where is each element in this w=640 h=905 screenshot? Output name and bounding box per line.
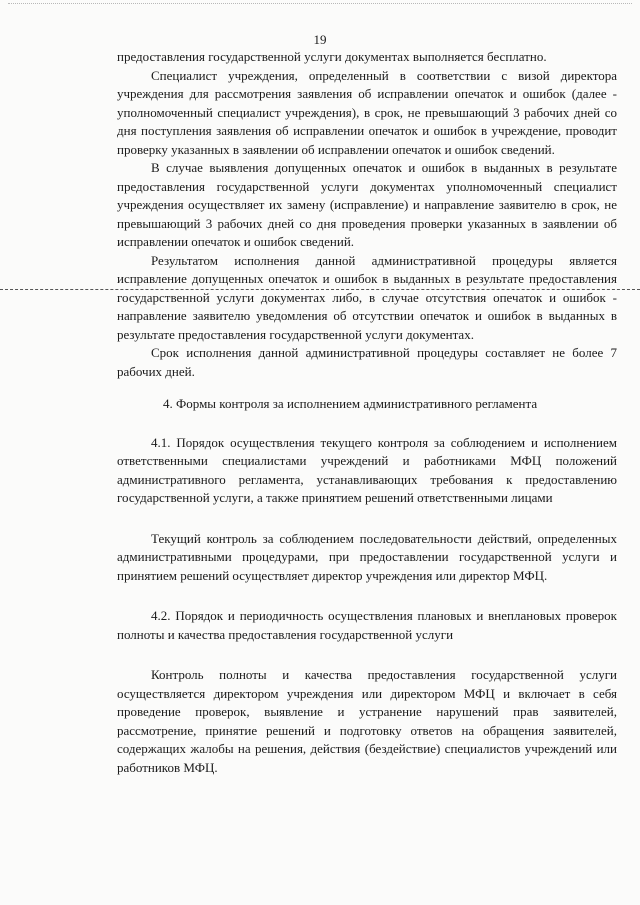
paragraph-continuation: предоставления государственной услуги документах выполняется бесплатно. [117,49,547,64]
section-heading-4: 4. Формы контроля за исполнением административного регламента [163,396,538,411]
document-body [117,48,617,777]
paragraph-current-control: Текущий контроль за соблюдением последовательности действий, определенных административными процедурами, при предоставлении государственной услуги и принятием решений осуществляет директор учреждения или директор МФЦ. [117,530,617,583]
subsection-heading-4-1: 4.1. Порядок осуществления текущего контроля за соблюдением и исполнением ответственными специалистами учреждений и работниками МФЦ положений административного регламента, устанавливающих требования к предоставлению государственной услуги, а также принятием решений ответственными лицами [117,434,617,505]
paragraph-error-correction: В случае выявления допущенных опечаток и ошибок в выданных в результате предоставления государственной услуги документах уполномоченный специалист учреждения осуществляет их замену (исправление) и направление заявителю в срок, не превышающий 3 рабочих дней со дня проведения проверки указанных в заявлении об исправлении опечаток и ошибок сведений. [117,160,617,249]
paragraph-quality-control: Контроль полноты и качества предоставления государственной услуги осуществляется директором учреждения или директором МФЦ и включает в себя проведение проверок, выявление и устранение нарушений прав заявителей, рассмотрение, принятие решений и подготовку ответов на обращения заявителей, содержащих жалобы на решения, действия (бездействие) специалистов учреждений или работников МФЦ. [117,667,617,775]
scan-artifact-top [8,3,632,5]
paragraph-specialist-review: Специалист учреждения, определенный в соответствии с визой директора учреждения для рассмотрения заявления об исправлении опечаток и ошибок (далее - уполномоченный специалист учреждения), в срок, не превышающий 3 рабочих дней со дня поступления заявления об исправлении опечаток и ошибок в учреждение, проводит проверку указанных в заявлении об исправлении опечаток и ошибок сведений. [117,67,617,157]
subsection-heading-4-2: 4.2. Порядок и периодичность осуществления плановых и внеплановых проверок полноты и качества предоставления государственной услуги [117,608,617,642]
page-number: 19 [313,32,327,47]
paragraph-procedure-result: Результатом исполнения данной административной процедуры является исправление допущенных опечаток и ошибок в выданных в результате предоставления государственной услуги документах либо, в случае отсутствия опечаток и ошибок - направление заявителю уведомления об отсутствии опечаток и ошибок в выданных в результате предоставления государственной услуги документах. [117,252,617,342]
paragraph-procedure-term: Срок исполнения данной административной процедуры составляет не более 7 рабочих дней. [117,345,617,379]
